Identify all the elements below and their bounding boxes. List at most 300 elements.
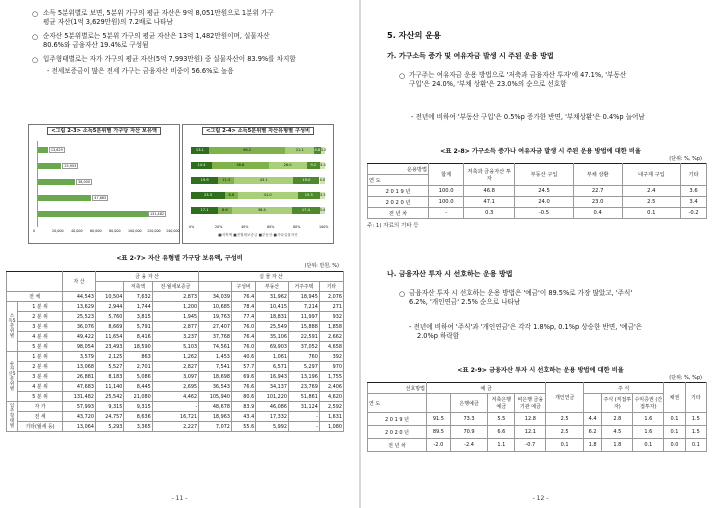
table-cell: 49,422 xyxy=(63,332,96,342)
table-cell: 2.4 xyxy=(622,186,681,197)
subsection-1-title: 가. 가구소득 증가 및 여유자금 발생 시 주된 운용 방법 xyxy=(387,52,554,60)
figure-1-bar xyxy=(38,179,75,185)
table-cell: 16,943 xyxy=(256,372,289,382)
col-residence: 거주주택 xyxy=(288,282,319,292)
table-cell: 1.6 xyxy=(633,426,664,439)
table-cell: 11,997 xyxy=(288,312,319,322)
table-cell: 35,106 xyxy=(256,332,289,342)
col-buy-realestate: 부동산 구입 xyxy=(515,164,574,186)
table-cell: 760 xyxy=(288,352,319,362)
figure-1-bar xyxy=(38,147,48,153)
table-cell: 0.3 xyxy=(464,208,515,219)
row-label: 2 0 2 0 년 xyxy=(368,197,429,208)
row-label: 3 분 위 xyxy=(18,322,63,332)
table-cell: 0.1 xyxy=(633,439,664,452)
col-ratio: 구성비 xyxy=(231,282,255,292)
table-cell: -2.0 xyxy=(427,439,451,452)
table-cell: 2,827 xyxy=(152,362,198,372)
table-cell: 18,698 xyxy=(199,372,232,382)
corner-year: 연 도 xyxy=(368,175,429,186)
table-cell: - xyxy=(288,412,319,422)
table-cell: 13,068 xyxy=(63,362,96,372)
figure-2-segment: 9.2 xyxy=(307,162,320,169)
corner-year-2: 연 도 xyxy=(368,394,427,413)
table-cell: - xyxy=(288,422,319,432)
table-row xyxy=(7,422,344,432)
figure-1-tick: 80,000 xyxy=(109,229,121,233)
row-label: 2 0 1 9 년 xyxy=(368,413,427,426)
table-cell: 4.5 xyxy=(602,426,633,439)
table-cell: 1,200 xyxy=(152,302,198,312)
figure-2-tick: 100% xyxy=(319,225,329,229)
bullet-3: ○ xyxy=(32,56,39,64)
table-cell: 91.5 xyxy=(427,413,451,426)
figure-2-segment: 3.4 xyxy=(320,163,326,167)
table-cell: 1.5 xyxy=(685,426,706,439)
table-cell: 9,315 xyxy=(95,402,123,412)
table-cell: 12.1 xyxy=(515,426,546,439)
table-cell: 76.0 xyxy=(231,342,255,352)
table-cell: 48,678 xyxy=(199,402,232,412)
col-deposit: 전·월세보증금 xyxy=(152,282,198,292)
table-cell: 3,365 xyxy=(124,422,152,432)
table-cell: 43,720 xyxy=(63,412,96,422)
table-cell: 80.6 xyxy=(231,392,255,402)
table-cell: 5,086 xyxy=(124,372,152,382)
figure-2-segment: 4.0 xyxy=(319,178,326,182)
table-2-9-caption: <표 2-9> 금융자산 투자 시 선호하는 운용 방법에 대한 비율 xyxy=(457,367,624,374)
table-cell: 31,962 xyxy=(256,292,289,302)
table-cell: 57.7 xyxy=(231,362,255,372)
figure-2-segment: 38.8 xyxy=(212,162,269,169)
table-row xyxy=(7,382,344,392)
table-cell: 0.1 xyxy=(546,439,584,452)
table-cell: 69,903 xyxy=(256,342,289,352)
figure-1-axis xyxy=(33,229,180,237)
table-cell: 9,315 xyxy=(124,402,152,412)
table-cell: 863 xyxy=(124,352,152,362)
table-2-8-caption: <표 2-8> 가구소득 증가나 여유자금 발생 시 주된 운용 방법에 대한 비율 xyxy=(440,148,641,155)
table-cell: 43.4 xyxy=(231,412,255,422)
table-row xyxy=(368,413,707,426)
table-row xyxy=(7,412,344,422)
table-cell: -2.4 xyxy=(450,439,488,452)
paragraph-income-quintile: 소득 5분위별로 보면, 5분위 가구의 평균 자산은 9억 8,051만원으로 1분위 가구 평균 자산(1억 3,629만원)의 7.2배로 나타남 xyxy=(43,9,274,27)
table-cell: 37,768 xyxy=(199,332,232,342)
figure-1-bar xyxy=(38,163,61,169)
table-cell: 74,561 xyxy=(199,342,232,352)
table-cell: 2,662 xyxy=(319,332,343,342)
col-realestate: 부동산 xyxy=(256,282,289,292)
table-cell: 78.4 xyxy=(231,302,255,312)
table-row xyxy=(368,439,707,452)
table-cell: 36,076 xyxy=(63,322,96,332)
table-cell: 22.7 xyxy=(573,186,622,197)
table-cell: 0.1 xyxy=(622,208,681,219)
figure-2-segment: 17.4 xyxy=(292,207,319,214)
table-cell: 1,755 xyxy=(319,372,343,382)
table-cell: 13,196 xyxy=(288,372,319,382)
paragraph-surplus-dash: - 전년에 비하여 '부동산 구입'은 0.5%p 증가한 반면, '부채상환'은 0.4%p 늘어남 xyxy=(411,113,645,121)
figure-1-bar-label: 25,903 xyxy=(64,164,77,168)
row-label: 2 분 위 xyxy=(18,312,63,322)
col-durable: 내구재 구입 xyxy=(622,164,681,186)
table-cell: 46.8 xyxy=(464,186,515,197)
figure-asset-composition xyxy=(182,124,334,244)
paragraph-financial-investment: 금융자산 투자 시 선호하는 운용 방법은 '예금'이 89.5%로 가장 많았고, '주식' 6.2%, '개인연금' 2.5% 순으로 나타남 xyxy=(409,289,633,307)
table-cell: 55.6 xyxy=(231,422,255,432)
table-cell: 0.4 xyxy=(573,208,622,219)
table-2-7-unit: (단위: 만원, %) xyxy=(304,263,339,269)
row-label: 2 분 위 xyxy=(18,362,63,372)
table-cell: 10,504 xyxy=(95,292,123,302)
table-cell: 24,757 xyxy=(95,412,123,422)
col-total: 합계 xyxy=(429,164,464,186)
table-cell: 22,591 xyxy=(288,332,319,342)
page-number-right: - 12 - xyxy=(532,495,549,502)
table-cell: 3,097 xyxy=(152,372,198,382)
figure-2-segment: 41.0 xyxy=(238,192,298,199)
col-blank-fin xyxy=(95,282,123,292)
table-cell: 2,877 xyxy=(152,322,198,332)
table-cell: - xyxy=(429,208,464,219)
bullet-r2: ○ xyxy=(399,290,406,298)
group-label: 소득5분위별 xyxy=(7,302,18,352)
table-row xyxy=(368,186,707,197)
page-number-left: - 11 - xyxy=(171,495,188,502)
table-cell: 8,183 xyxy=(95,372,123,382)
figure-2-segment: 3.5 xyxy=(319,193,326,197)
table-cell: 7,214 xyxy=(288,302,319,312)
figure-2-segment: 17.1 xyxy=(191,207,218,214)
figure-2-title: <그림 2-4> 소득5분위별 자산유형별 구성비 xyxy=(183,127,333,134)
table-cell: 76.6 xyxy=(231,382,255,392)
table-cell: 1,744 xyxy=(124,302,152,312)
table-cell: 1.1 xyxy=(488,439,515,452)
col-repay-debt: 부채 상환 xyxy=(573,164,622,186)
table-cell: 3,815 xyxy=(124,312,152,322)
figure-2-segment: 38.4 xyxy=(232,207,293,214)
table-cell: 3.4 xyxy=(681,197,707,208)
table-cell: 76.4 xyxy=(231,332,255,342)
figure-2-tick: 80% xyxy=(293,225,301,229)
row-label: 전 세 xyxy=(18,412,63,422)
table-cell: 1.8 xyxy=(583,439,601,452)
col-savings: 저축액 xyxy=(124,282,152,292)
table-cell: 2,944 xyxy=(95,302,123,312)
table-cell: 13,064 xyxy=(63,422,96,432)
table-cell: 105,940 xyxy=(199,392,232,402)
table-cell: 2,406 xyxy=(319,382,343,392)
table-2-8-note: 주: 1) 자료의 기타 등 xyxy=(367,223,419,229)
section-title: 5. 자산의 운용 xyxy=(387,30,442,40)
table-row xyxy=(7,342,344,352)
paragraph-net-asset-quintile: 순자산 5분위별로는 5분위 가구의 평균 자산은 13억 1,482만원이며, 실물자산 80.6%와 금융자산 19.4%로 구성됨 xyxy=(43,32,270,50)
col-indirect-fund: 수익증권 (간접투자) xyxy=(633,394,664,413)
figure-1-title: <그림 2-3> 소득5분위별 가구당 자산 보유액 xyxy=(29,127,179,134)
col-asset: 자 산 xyxy=(63,272,96,292)
table-cell: 2,592 xyxy=(319,402,343,412)
table-cell: 0.0 xyxy=(664,439,685,452)
bullet-2: ○ xyxy=(32,33,39,41)
table-cell: 101,220 xyxy=(256,392,289,402)
table-cell: 76.0 xyxy=(231,322,255,332)
table-cell: -0.2 xyxy=(681,208,707,219)
table-cell: 3,579 xyxy=(63,352,96,362)
table-cell: 3,237 xyxy=(152,332,198,342)
table-cell: 1,061 xyxy=(256,352,289,362)
table-cell: 1.5 xyxy=(685,413,706,426)
table-cell: 34,039 xyxy=(199,292,232,302)
table-cell: 26,881 xyxy=(63,372,96,382)
figure-1-plot xyxy=(37,141,170,227)
table-cell: 44,543 xyxy=(63,292,96,302)
group-label: 입주형태별 xyxy=(7,402,18,432)
row-label: 5 분 위 xyxy=(18,342,63,352)
figure-2-segment: 3.4 xyxy=(319,208,326,212)
figure-2-segment: 56.2 xyxy=(209,147,286,154)
figure-asset-by-income xyxy=(28,124,180,244)
table-cell: 1,631 xyxy=(319,412,343,422)
table-cell: 83.9 xyxy=(231,402,255,412)
table-cell: 5,527 xyxy=(95,362,123,372)
figure-1-tick: 20,000 xyxy=(52,229,64,233)
table-cell: 2,695 xyxy=(152,382,198,392)
table-cell: 5,293 xyxy=(95,422,123,432)
table-cell: 51,861 xyxy=(288,392,319,402)
table-cell: 0.1 xyxy=(664,413,685,426)
table-cell: 18,590 xyxy=(124,342,152,352)
row-label: 2 0 2 0 년 xyxy=(368,426,427,439)
table-cell: 47.1 xyxy=(464,197,515,208)
col-stock-blank xyxy=(583,394,601,413)
figure-1-tick: 40,000 xyxy=(71,229,83,233)
figure-1-tick: 0 xyxy=(33,229,36,233)
table-cell: 70.9 xyxy=(450,426,488,439)
table-cell: - xyxy=(152,402,198,412)
figure-2-segment: 8.6 xyxy=(218,207,232,214)
table-cell: 36,543 xyxy=(199,382,232,392)
col-savings-invest: 저축과 금융자산 투자 xyxy=(464,164,515,186)
figure-2-segment: 14.4 xyxy=(191,162,212,169)
row-label: 전 년 차 xyxy=(368,208,429,219)
figure-2-segment: 13.1 xyxy=(191,147,209,154)
page-right xyxy=(361,0,720,508)
figure-1-tick: 140,000 xyxy=(166,229,180,233)
table-row xyxy=(7,312,344,322)
col-stock-group: 주 식 xyxy=(583,383,663,394)
table-cell: 10,415 xyxy=(256,302,289,312)
row-label: 1 분 위 xyxy=(18,302,63,312)
table-cell: 23.0 xyxy=(573,197,622,208)
table-cell: 4,658 xyxy=(319,342,343,352)
table-row-total xyxy=(7,292,344,302)
table-cell: 3.6 xyxy=(681,186,707,197)
col-deposit-blank xyxy=(427,394,451,413)
table-cell: 17,332 xyxy=(256,412,289,422)
table-cell: 0.1 xyxy=(685,439,706,452)
paragraph-surplus-use: 가구주는 여유자금 운용 방법으로 '저축과 금융자산 투자'에 47.1%, '부동산 구입'은 24.0%, '부채 상환'은 23.0%의 순으로 선호함 xyxy=(409,71,627,89)
col-savings-bank: 저축은행 예금 xyxy=(488,394,515,413)
table-cell: 24.5 xyxy=(515,186,574,197)
page-left xyxy=(0,0,359,508)
figure-2-segment: 4.8 xyxy=(314,148,321,152)
table-cell: 5,992 xyxy=(256,422,289,432)
table-cell: 12.8 xyxy=(515,413,546,426)
figure-1-bar-label: 13,629 xyxy=(50,148,63,152)
table-cell: 34,137 xyxy=(256,382,289,392)
table-cell: 57,993 xyxy=(63,402,96,412)
table-cell: 2,701 xyxy=(124,362,152,372)
figure-2-segment: 26.0 xyxy=(269,162,307,169)
row-label: 4 분 위 xyxy=(18,382,63,392)
table-row xyxy=(7,302,344,312)
table-cell: 18,963 xyxy=(199,412,232,422)
figure-2-tick: 60% xyxy=(267,225,275,229)
table-cell: 1.8 xyxy=(602,439,633,452)
table-cell: 271 xyxy=(319,302,343,312)
table-cell: 7,541 xyxy=(199,362,232,372)
figure-2-segment: 15.3 xyxy=(298,192,320,199)
table-cell: 4,620 xyxy=(319,392,343,402)
figure-2-tick: 0% xyxy=(189,225,195,229)
figure-2-axis xyxy=(189,225,329,231)
table-cell: 8,416 xyxy=(124,332,152,342)
table-cell: 23,769 xyxy=(288,382,319,392)
table-cell: 1,080 xyxy=(319,422,343,432)
table-cell: 5,791 xyxy=(124,322,152,332)
table-cell: 5,103 xyxy=(152,342,198,352)
table-cell: 89.5 xyxy=(427,426,451,439)
col-nonbank: 비은행 금융기관 예금 xyxy=(515,394,546,413)
table-cell: 98,054 xyxy=(63,342,96,352)
table-cell: 2,076 xyxy=(319,292,343,302)
table-cell: 5.5 xyxy=(488,413,515,426)
table-cell: 6,571 xyxy=(256,362,289,372)
table-row xyxy=(7,332,344,342)
figure-2-segment: 19.0 xyxy=(293,177,319,184)
figure-2-tick: 20% xyxy=(215,225,223,229)
table-cell: -0.7 xyxy=(515,439,546,452)
row-label: 2 0 1 9 년 xyxy=(368,186,429,197)
table-cell: 392 xyxy=(319,352,343,362)
col-bank-deposit: 은행예금 xyxy=(450,394,488,413)
table-cell: 2,873 xyxy=(152,292,198,302)
table-cell: 8,445 xyxy=(124,382,152,392)
row-label: 5 분 위 xyxy=(18,392,63,402)
table-cell: 18,945 xyxy=(288,292,319,302)
table-cell: 6.6 xyxy=(488,426,515,439)
paragraph-financial-dash: - 전년에 비하여 '주식'과 '개인연금'은 각각 1.8%p, 0.1%p 상승한 반면, '예금'은 2.0%p 하락함 xyxy=(409,323,643,341)
table-cell: 2,227 xyxy=(152,422,198,432)
figure-1-bar-label: 38,000 xyxy=(78,180,90,184)
table-cell: 21,080 xyxy=(124,392,152,402)
table-cell: 6.2 xyxy=(583,426,601,439)
corner-cell xyxy=(7,272,63,292)
row-label: 전 체 xyxy=(7,292,63,302)
table-cell: 73.3 xyxy=(450,413,488,426)
table-cell: 2.8 xyxy=(602,413,633,426)
table-cell: 15,888 xyxy=(288,322,319,332)
col-bond: 채권 xyxy=(664,383,685,413)
table-cell: 2,125 xyxy=(95,352,123,362)
row-label: 3 분 위 xyxy=(18,372,63,382)
table-cell: 46,086 xyxy=(256,402,289,412)
table-cell: 23,493 xyxy=(95,342,123,352)
row-label: 전 년 차 xyxy=(368,439,427,452)
table-cell: 1,945 xyxy=(152,312,198,322)
table-asset-type xyxy=(6,271,344,432)
table-cell: 10,685 xyxy=(199,302,232,312)
table-cell: 131,482 xyxy=(63,392,96,402)
table-cell: 5,760 xyxy=(95,312,123,322)
row-label: 4 분 위 xyxy=(18,332,63,342)
table-cell: 5,297 xyxy=(288,362,319,372)
bullet-1: ○ xyxy=(32,10,39,18)
figure-1-bar xyxy=(38,211,165,217)
table-cell: 76.4 xyxy=(231,292,255,302)
row-label: 기타(월세 등) xyxy=(18,422,63,432)
table-cell: 13,629 xyxy=(63,302,96,312)
table-row xyxy=(7,362,344,372)
table-cell: 2.5 xyxy=(546,413,584,426)
table-row xyxy=(7,352,344,362)
table-2-7-caption: <표 2-7> 자산 유형별 가구당 보유액, 구성비 xyxy=(116,255,243,262)
figure-2-segment: 21.1 xyxy=(285,147,314,154)
table-cell: 932 xyxy=(319,312,343,322)
figure-2-segment: 19.9 xyxy=(191,177,218,184)
group-label: 순자산5분위별 xyxy=(7,352,18,402)
table-cell: 7,632 xyxy=(124,292,152,302)
table-cell: 100.0 xyxy=(429,197,464,208)
figure-2-plot xyxy=(191,143,325,223)
figure-2-segment: 43.1 xyxy=(234,177,293,184)
table-financial-preference xyxy=(367,382,707,452)
figure-2-legend: ■저축액 ■전월세보증금 ■부동산 ■기타실물자산 xyxy=(218,233,298,237)
table-cell: 40.6 xyxy=(231,352,255,362)
table-cell: 100.0 xyxy=(429,186,464,197)
row-label: 자 가 xyxy=(18,402,63,412)
table-cell: 11,140 xyxy=(95,382,123,392)
table-cell: 77.4 xyxy=(231,312,255,322)
table-cell: 2.5 xyxy=(622,197,681,208)
col-pension: 개인연금 xyxy=(546,383,584,413)
table-cell: 7,072 xyxy=(199,422,232,432)
figure-1-tick: 100,000 xyxy=(128,229,142,233)
col-other-fin: 기타 xyxy=(685,383,706,413)
table-cell: 4.4 xyxy=(583,413,601,426)
bullet-r1: ○ xyxy=(399,72,406,80)
table-cell: 16,721 xyxy=(152,412,198,422)
figure-2-segment: 23.3 xyxy=(191,192,225,199)
figure-1-bar-label: 47,683 xyxy=(94,196,107,200)
table-cell: 69.6 xyxy=(231,372,255,382)
table-row xyxy=(7,392,344,402)
table-cell: 8,636 xyxy=(124,412,152,422)
table-cell: 25,542 xyxy=(95,392,123,402)
table-cell: 27,407 xyxy=(199,322,232,332)
table-cell: 18,831 xyxy=(256,312,289,322)
table-cell: 2.5 xyxy=(546,426,584,439)
table-cell: 1.6 xyxy=(633,413,664,426)
figure-1-bar xyxy=(38,195,91,201)
table-cell: 1,858 xyxy=(319,322,343,332)
col-blank-real xyxy=(199,282,232,292)
row-label: 1 분 위 xyxy=(18,352,63,362)
table-row xyxy=(7,372,344,382)
figure-2-segment: 8.8 xyxy=(225,192,238,199)
figure-1-tick: 120,000 xyxy=(147,229,161,233)
